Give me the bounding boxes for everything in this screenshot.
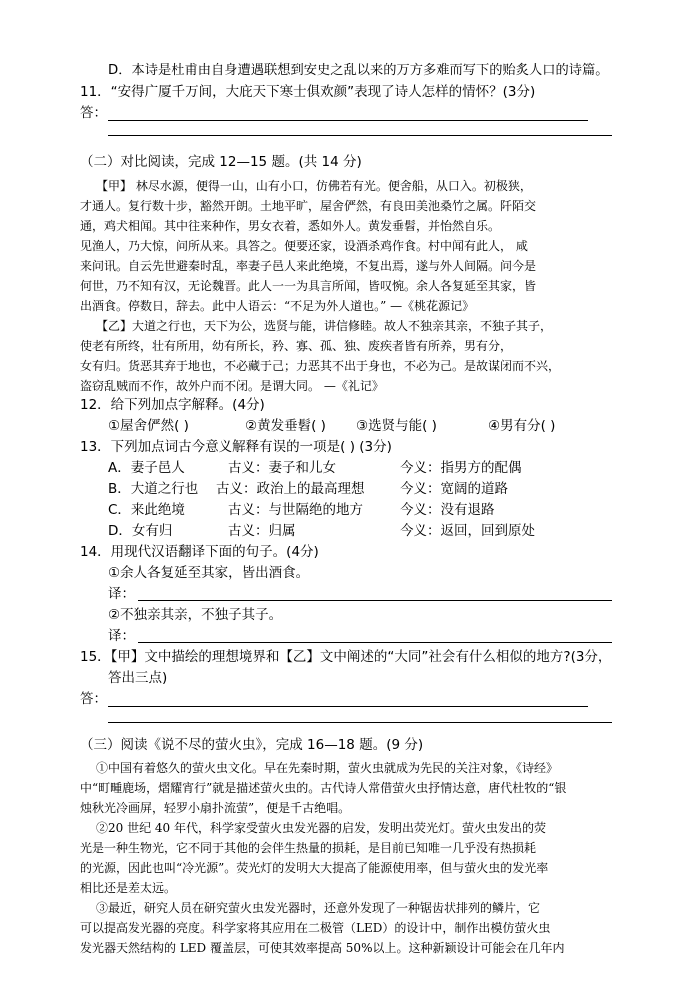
section3-paragraph-line: ③最近，研究人员在研究萤火虫发光器时，还意外发现了一种锯齿状排列的鳞片，它 <box>96 901 541 915</box>
section3-paragraph-line: ②20 世纪 40 年代，科学家受萤火虫发光器的启发，发明出荧光灯。萤火虫发出的荧 <box>96 821 546 835</box>
passage-b-line: 使老有所终，壮有所用，幼有所长，矜、寡、孤、独、废疾者皆有所养，男有分， <box>80 339 513 353</box>
passage-a-line: 【甲】 林尽水源，便得一山，山有小口，仿佛若有光。便舍船，从口入。初极狭， <box>96 179 532 193</box>
q12-item-4[interactable]: ④男有分( ) <box>488 418 556 434</box>
q14-translation-label-2: 译： <box>108 628 135 644</box>
q13-option-old: 古义：与世隔绝的地方 <box>228 502 363 518</box>
passage-a-line: 见渔人，乃大惊，问所从来。具答之。便要还家，设酒杀鸡作食。村中闻有此人， 咸 <box>80 239 528 253</box>
passage-a-line: 才通人。复行数十步，豁然开朗。土地平旷，屋舍俨然，有良田美池桑竹之属。阡陌交 <box>80 199 537 213</box>
q13-option-letter[interactable]: D．女有归 <box>108 523 173 539</box>
q10-option-d: D．本诗是杜甫由自身遭遇联想到安史之乱以来的万方多难而写下的贻炙人口的诗篇。 <box>108 63 609 78</box>
q14-sentence-2: ②不独亲其亲，不独子其子。 <box>108 607 283 623</box>
passage-a-line: 来问讯。自云先世避秦时乱，率妻子邑人来此绝境，不复出焉，遂与外人间隔。问今是 <box>80 259 537 273</box>
q13-option-letter[interactable]: C．来此绝境 <box>108 502 185 518</box>
q12-item-2[interactable]: ②黄发垂髫( ) <box>245 418 326 434</box>
section3-paragraph-line: 可以提高发光器的亮度。科学家将其应用在二极管（LED）的设计中，制作出模仿萤火虫 <box>80 921 551 935</box>
passage-b-line: 女有归。货恶其弃于地也，不必藏于己；力恶其不出于身也，不必为己。是故谋闭而不兴， <box>80 359 561 373</box>
section3-paragraph-line: ①中国有着悠久的萤火虫文化。早在先秦时期，萤火虫就成为先民的关注对象，《诗经》 <box>96 761 559 775</box>
section3-paragraph-line: 的光源，因此也叫“冷光源”。荧光灯的发明大大提高了能源使用率，但与萤火虫的发光率 <box>80 861 549 875</box>
q14-prompt: 14．用现代汉语翻译下面的句子。(4分) <box>80 544 319 560</box>
q11-answer-label: 答： <box>80 105 107 121</box>
passage-a-line: 出酒食。停数日，辞去。此中人语云：“不足为外人道也。” —《桃花源记》 <box>80 299 475 313</box>
q14-answer-line-1[interactable] <box>138 600 612 601</box>
q15-prompt-line-1: 15．【甲】文中描绘的理想境界和【乙】文中阐述的“大同”社会有什么相似的地方?(3分， <box>80 649 612 665</box>
q14-sentence-1: ①余人各复延至其家，皆出酒食。 <box>108 565 310 581</box>
q13-option-new: 今义：没有退路 <box>400 502 495 518</box>
section3-paragraph-line: 发光器天然结构的 LED 覆盖层，可使其效率提高 50%以上。这种新颖设计可能会在几年内 <box>80 941 565 955</box>
q13-option-old: 古义：妻子和儿女 <box>228 460 336 476</box>
q14-translation-label-1: 译： <box>108 586 135 602</box>
q11-answer-line-2[interactable] <box>108 135 612 136</box>
q15-prompt-line-2: 答出三点) <box>108 670 168 686</box>
q13-option-letter[interactable]: A．妻子邑人 <box>108 460 185 476</box>
section3-paragraph-line: 相比还是差太远。 <box>80 881 177 895</box>
section3-paragraph-line: 中“町畽鹿场，熠耀宵行”就是描述萤火虫的。古代诗人常借萤火虫抒情达意，唐代杜牧的“银 <box>80 781 567 795</box>
passage-b-line: 盗窃乱贼而不作，故外户而不闭。是谓大同。 —《礼记》 <box>80 379 384 393</box>
passage-a-line: 何世，乃不知有汉，无论魏晋。此人一一为具言所闻，皆叹惋。余人各复延至其家，皆 <box>80 279 537 293</box>
passage-a-line: 通，鸡犬相闻。其中往来种作，男女衣着，悉如外人。黄发垂髫，并怡然自乐。 <box>80 219 501 233</box>
passage-b-line: 【乙】大道之行也，天下为公，选贤与能，讲信修睦。故人不独亲其亲，不独子其子， <box>96 319 553 333</box>
q15-answer-line-1[interactable] <box>108 706 588 707</box>
q12-item-1[interactable]: ①屋舍俨然( ) <box>108 418 189 434</box>
q13-option-letter[interactable]: B．大道之行也 <box>108 481 199 497</box>
q13-option-new: 今义：指男方的配偶 <box>400 460 522 476</box>
q13-option-new: 今义：返回，回到原处 <box>400 523 535 539</box>
section3-heading: （三）阅读《说不尽的萤火虫》，完成 16—18 题。(9 分) <box>80 737 424 753</box>
q12-prompt: 12．给下列加点字解释。(4分) <box>80 397 265 413</box>
q15-answer-label: 答： <box>80 691 107 707</box>
q13-option-old: 古义：归属 <box>228 523 296 539</box>
q11-prompt: 11．“安得广厦千万间，大庇天下寒士俱欢颜”表现了诗人怎样的情怀？(3分) <box>80 84 536 100</box>
section2-heading: （二）对比阅读，完成 12—15 题。(共 14 分) <box>80 154 362 170</box>
q13-option-new: 今义：宽阔的道路 <box>400 481 508 497</box>
q13-prompt: 13．下列加点词古今意义解释有误的一项是( ) (3分) <box>80 439 392 455</box>
q12-item-3[interactable]: ③选贤与能( ) <box>356 418 437 434</box>
q13-option-old: 古义：政治上的最高理想 <box>216 481 365 497</box>
q15-answer-line-2[interactable] <box>108 722 612 723</box>
section3-paragraph-line: 烛秋光冷画屏，轻罗小扇扑流萤”，便是千古绝唱。 <box>80 801 351 815</box>
q14-answer-line-2[interactable] <box>138 642 612 643</box>
section3-paragraph-line: 光是一种生物光，它不同于其他的会伴生热量的损耗，是目前已知唯一几乎没有热损耗 <box>80 841 537 855</box>
q11-answer-line-1[interactable] <box>108 120 588 121</box>
